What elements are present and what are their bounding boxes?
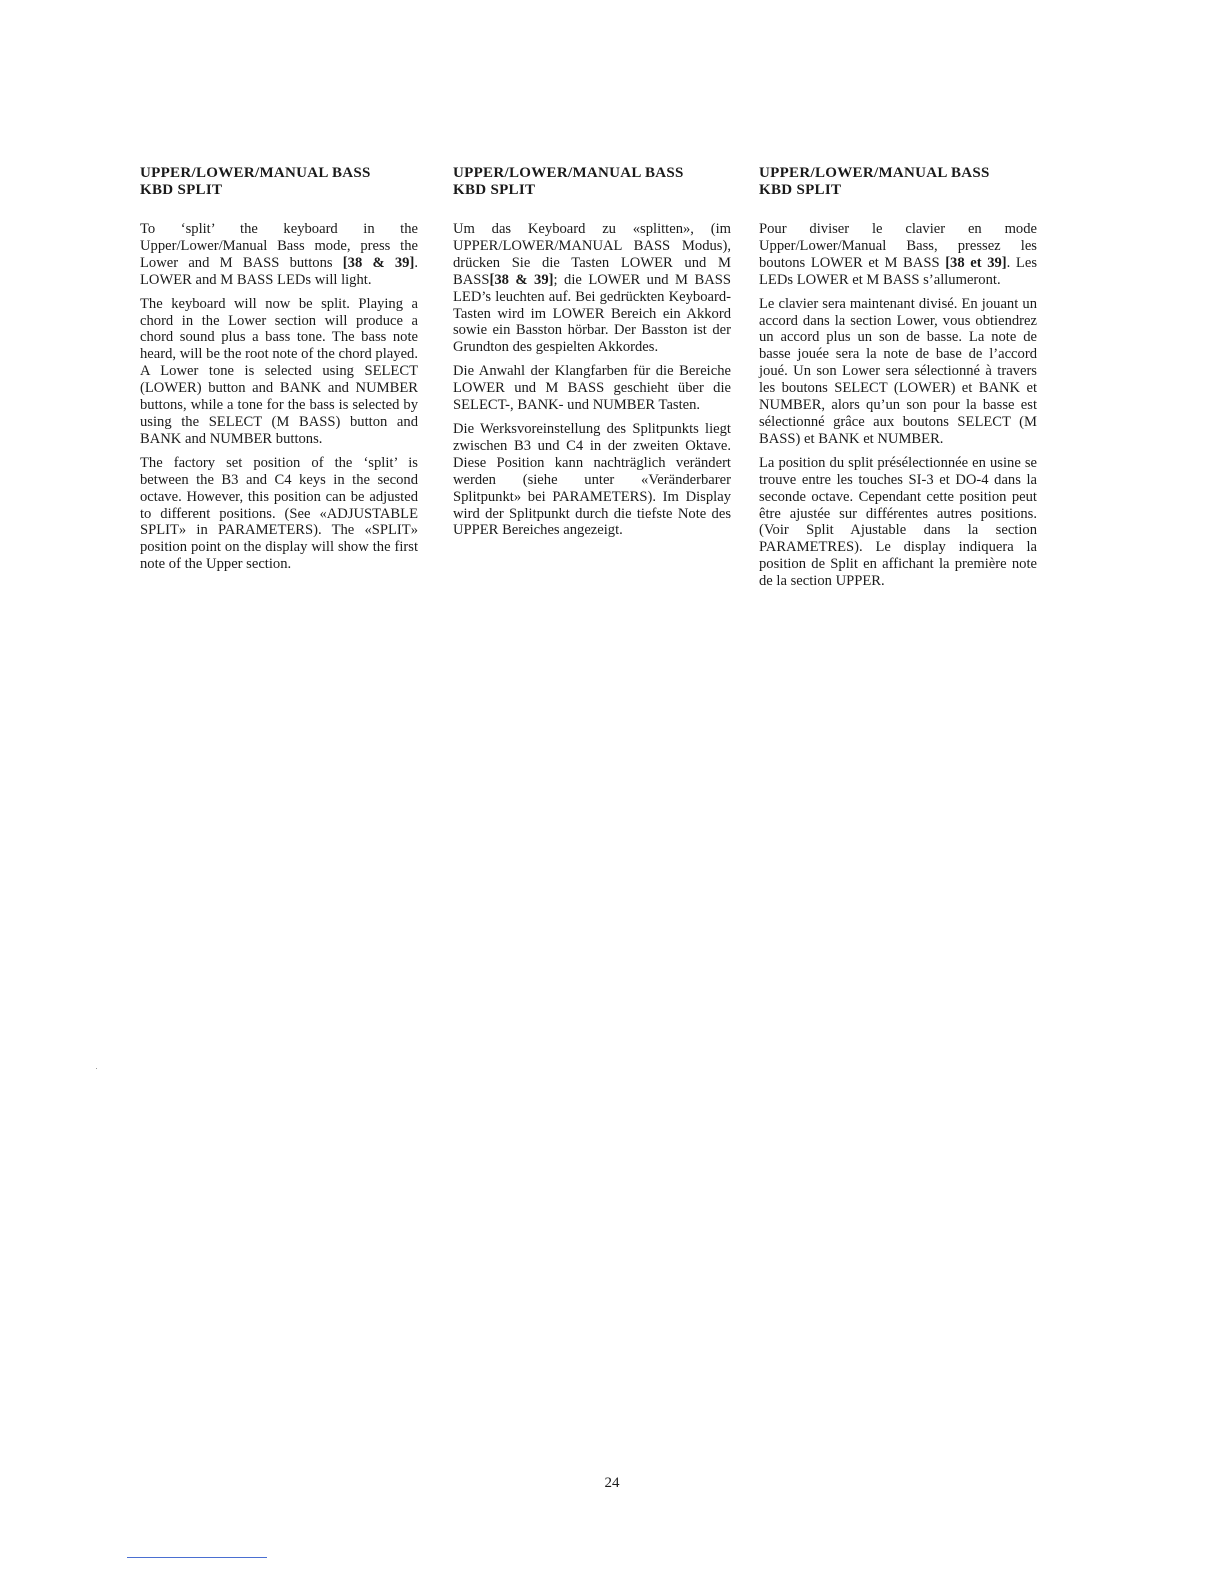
paragraph	[453, 421, 731, 539]
paragraph-text: La position du split présélectionnée en usine se trouve entre les touches SI-3 et DO-4 dans la seconde octave. Cependant cette position peut être ajustée sur différentes autres positions. (Voir Split Ajustable dans la section PARAMETRES). Le display indiquera la position de Split en affichant la première note de la section UPPER.	[759, 454, 1037, 590]
heading-line-2: KBD SPLIT	[759, 182, 842, 198]
paragraph-text: To ‘split’ the keyboard in the Upper/Lower/Manual Bass mode, press the Lower and M BASS buttons	[140, 221, 418, 271]
button-reference: [38 et 39]	[945, 254, 1007, 271]
paragraph-text: Pour diviser le clavier en mode Upper/Lower/Manual Bass, pressez les boutons LOWER et M BASS	[759, 221, 1037, 271]
paragraph	[140, 455, 418, 573]
heading-line-1: UPPER/LOWER/MANUAL BASS	[140, 165, 371, 181]
paragraph	[759, 221, 1037, 289]
paragraph-text: Um das Keyboard zu «splitten», (im UPPER/LOWER/MANUAL BASS Modus), drücken Sie die Tasten LOWER und M BASS	[453, 221, 731, 288]
section-heading	[140, 165, 418, 199]
section-heading	[453, 165, 731, 199]
paragraph	[453, 363, 731, 414]
button-reference: [38 & 39]	[489, 271, 554, 288]
heading-line-1: UPPER/LOWER/MANUAL BASS	[453, 165, 684, 181]
paragraph	[759, 455, 1037, 590]
paragraph-text: The keyboard will now be split. Playing a chord in the Lower section will produce a chord sound plus a bass tone. The bass note heard, will be the root note of the chord played. A Lower tone is selected using SELECT (LOWER) button and BANK and NUMBER buttons, while a tone for the bass is selected by using the SELECT (M BASS) button and BANK and NUMBER buttons.	[140, 295, 418, 447]
heading-line-2: KBD SPLIT	[140, 182, 223, 198]
paragraph-text-cont: ; die LOWER und M BASS LED’s leuchten auf. Bei gedrückten Keyboard-Tasten wird im LOWER Bereich ein Akkord sowie ein Basston hörbar. Der Basston ist der Grundton des gespielten Akkordes.	[453, 271, 731, 356]
scan-speck	[96, 1068, 97, 1069]
paragraph-text: Die Anwahl der Klangfarben für die Bereiche LOWER und M BASS geschieht über die SELECT-, BANK- und NUMBER Tasten.	[453, 363, 731, 414]
column-english	[140, 165, 418, 580]
paragraph-text-cont: . LOWER and M BASS LEDs will light.	[140, 254, 418, 288]
paragraph	[759, 296, 1037, 448]
section-heading	[759, 165, 1037, 199]
paragraph	[140, 221, 418, 289]
paragraph-text-cont: . Les LEDs LOWER et M BASS s’allumeront.	[759, 254, 1038, 288]
heading-line-2: KBD SPLIT	[453, 182, 536, 198]
heading-line-1: UPPER/LOWER/MANUAL BASS	[759, 165, 990, 181]
page-number: 24	[604, 1475, 620, 1491]
column-french	[759, 165, 1037, 597]
button-reference: [38 & 39]	[342, 254, 415, 271]
paragraph-text: Die Werksvoreinstellung des Splitpunkts liegt zwischen B3 und C4 in der zweiten Oktave. Diese Position kann nachträglich verändert werden (siehe unter «Veränderbarer Splitpunkt» bei PARAMETERS). Im Display wird der Splitpunkt durch die tiefste Note des UPPER Bereiches angezeigt.	[453, 420, 731, 539]
column-german	[453, 165, 731, 546]
paragraph	[453, 221, 731, 356]
footer-rule	[127, 1557, 267, 1558]
paragraph-text: Le clavier sera maintenant divisé. En jouant un accord dans la section Lower, vous obtiendrez un accord plus un son de basse. La note de basse jouée sera la note de base de l’accord joué. Un son Lower sera sélectionné à travers les boutons SELECT (LOWER) et BANK et NUMBER, alors qu’un son pour la basse est sélectionné grâce aux boutons SELECT (M BASS) et BANK et NUMBER.	[759, 295, 1037, 447]
paragraph-text: The factory set position of the ‘split’ is between the B3 and C4 keys in the second octave. However, this position can be adjusted to different positions. (See «ADJUSTABLE SPLIT» in PARAMETERS). The «SPLIT» position point on the display will show the first note of the Upper section.	[140, 454, 418, 573]
paragraph	[140, 296, 418, 448]
